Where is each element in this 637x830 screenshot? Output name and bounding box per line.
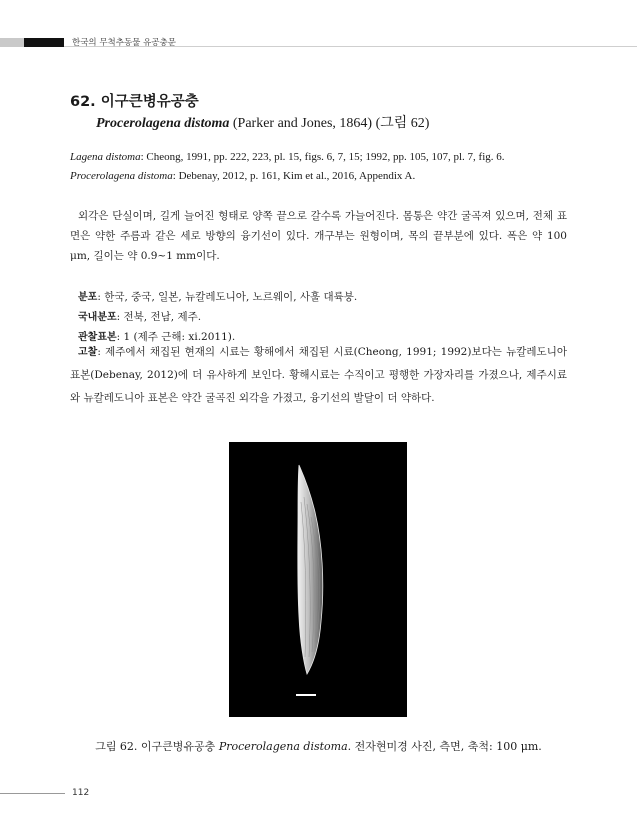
specimen-value: : 1 (제주 근해: xi.2011). [116,331,236,343]
remarks [70,341,567,410]
synonym-name: Lagena distoma [70,151,141,163]
domestic-value: : 전북, 전남, 제주. [116,311,202,323]
synonym-refs: : Cheong, 1991, pp. 222, 223, pl. 15, figs. 6, 7, 15; 1992, pp. 105, 107, pl. 7, fig. 6. [140,151,505,163]
scientific-name-line [96,112,429,132]
scale-bar [296,694,316,696]
synonym-name: Procerolagena distoma [70,170,173,182]
footer-rule [0,793,65,794]
foraminifera-specimen-image [229,442,407,717]
distribution [78,288,357,304]
entry-title: 62. 이구큰병유공충 [70,94,199,110]
domestic-label: 국내분포 [78,312,117,323]
authority: (Parker and Jones, 1864) (그림 62) [229,116,430,131]
description-text: 외각은 단실이며, 길게 늘어진 형태로 양쪽 끝으로 갈수록 가늘어진다. 몸통은 약간 굴곡져 있으며, 전체 표면은 약한 주름과 같은 세로 방향의 융기선이 있다. 개구부는 원형이며, 목의 끝부분에 있다. 폭은 약 100 μm, 길이는 약 0.9~1 mm이다. [70,210,567,262]
distribution-label: 분포 [78,292,98,303]
header-bar-dark [24,38,64,47]
synonym-refs: : Debenay, 2012, p. 161, Kim et al., 2016, Appendix A. [172,170,416,182]
synonym-2 [70,170,415,182]
sem-photo [229,442,407,717]
caption-species: Procerolagena distoma [218,740,348,753]
scientific-name: Procerolagena distoma [96,116,230,131]
caption-suffix: . 전자현미경 사진, 측면, 축척: 100 μm. [347,740,542,753]
header-bar-light [0,38,24,47]
caption-prefix: 그림 62. 이구큰병유공충 [95,740,219,753]
distribution-value: : 한국, 중국, 일본, 뉴칼레도니아, 노르웨이, 사훌 대륙붕. [97,291,358,303]
remarks-text: : 제주에서 채집된 현재의 시료는 황해에서 채집된 시료(Cheong, 1991; 1992)보다는 뉴칼레도니아 표본(Debenay, 2012)에 더 유사하게 보인다. 황해시료는 수직이고 평행한 가장자리를 가졌으나, 제주시료와 뉴칼레도니아 표본은 약간 굴곡진 외각을 가졌고, 융기선의 발달이 더 약하다. [70,346,567,404]
synonym-1 [70,151,505,163]
running-title: 한국의 무척추동물 유공충문 [72,38,176,48]
domestic-distribution [78,308,201,324]
specimen-label: 관찰표본 [78,332,117,343]
figure-caption [0,738,637,754]
remarks-label: 고찰 [78,347,98,358]
description [70,206,567,266]
page-number: 112 [72,788,90,798]
